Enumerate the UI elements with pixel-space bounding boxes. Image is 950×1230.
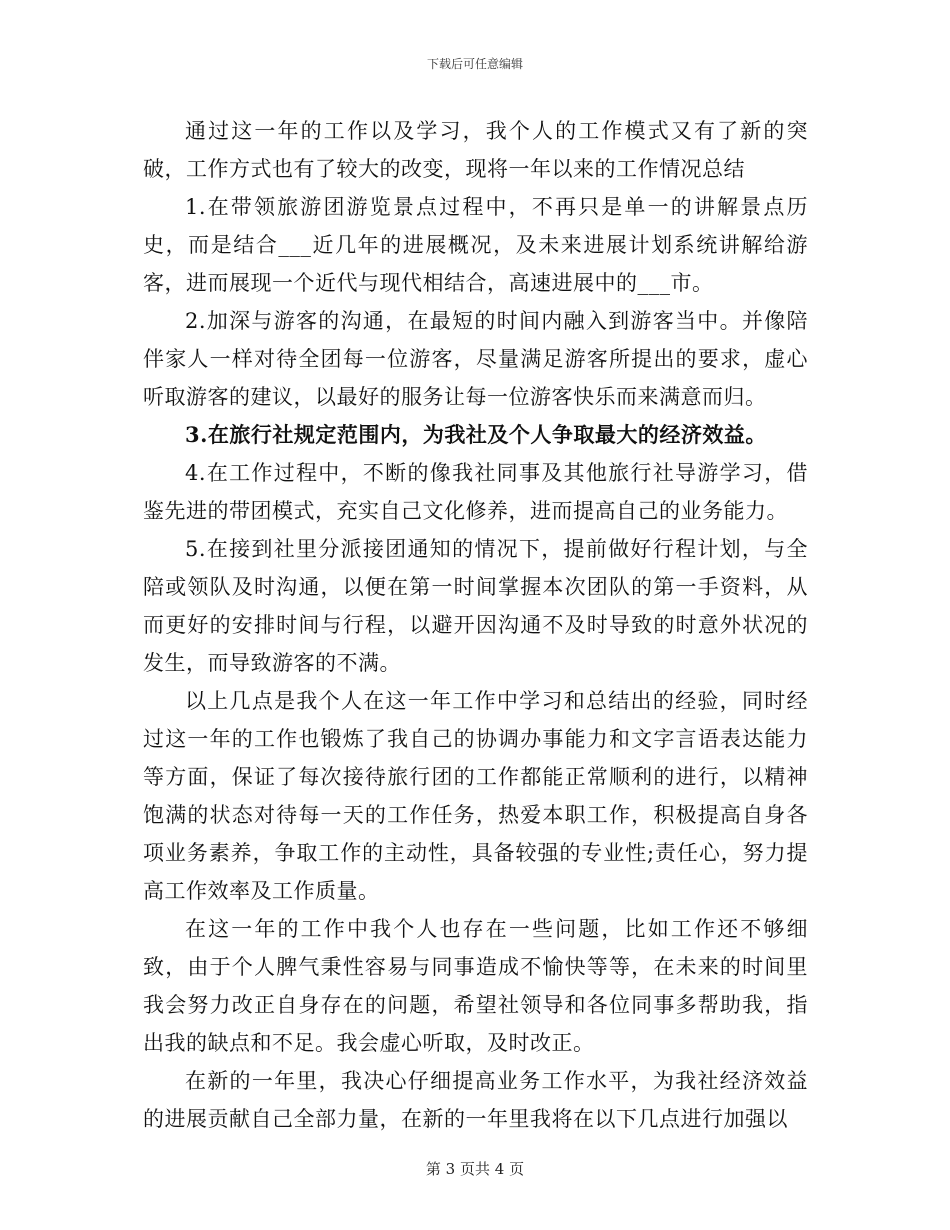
paragraph-item-3: 3.在旅行社规定范围内，为我社及个人争取最大的经济效益。 [185,422,767,447]
paragraph-new-year: 在新的一年里，我决心仔细提高业务工作水平，为我社经济效益的进展贡献自己全部力量，在新的一年里我将在以下几点进行加强以 [143,1069,808,1131]
paragraph-item-2: 2.加深与游客的沟通，在最短的时间内融入到游客当中。并像陪伴家人一样对待全团每一位游客，尽量满足游客所提出的要求，虚心听取游客的建议，以最好的服务让每一位游客快乐而来满意而归。 [143,309,808,409]
paragraph-problems: 在这一年的工作中我个人也存在一些问题，比如工作还不够细致，由于个人脾气秉性容易与同事造成不愉快等等，在未来的时间里我会努力改正自身存在的问题，希望社领导和各位同事多帮助我，指出我的缺点和不足。我会虚心听取，及时改正。 [143,917,808,1055]
paragraph-item-4: 4.在工作过程中，不断的像我社同事及其他旅行社导游学习，借鉴先进的带团模式，充实自己文化修养，进而提高自己的业务能力。 [143,461,808,523]
paragraph-item-1: 1.在带领旅游团游览景点过程中，不再只是单一的讲解景点历史，而是结合___近几年的进展概况，及未来进展计划系统讲解给游客，进而展现一个近代与现代相结合，高速进展中的___市。 [143,195,808,295]
paragraph-intro: 通过这一年的工作以及学习，我个人的工作模式又有了新的突破，工作方式也有了较大的改变，现将一年以来的工作情况总结 [143,119,808,181]
page-header: 下载后可任意编辑 [426,57,523,71]
paragraph-summary: 以上几点是我个人在这一年工作中学习和总结出的经验，同时经过这一年的工作也锻炼了我自己的协调办事能力和文字言语表达能力等方面，保证了每次接待旅行团的工作都能正常顺利的进行，以精神饱满的状态对待每一天的工作任务，热爱本职工作，积极提高自身各项业务素养，争取工作的主动性，具备较强的专业性;责任心，努力提高工作效率及工作质量。 [143,689,808,903]
paragraph-item-5: 5.在接到社里分派接团通知的情况下，提前做好行程计划，与全陪或领队及时沟通，以便在第一时间掌握本次团队的第一手资料，从而更好的安排时间与行程，以避开因沟通不及时导致的时意外状况的发生，而导致游客的不满。 [143,537,808,675]
document-body [143,112,808,1138]
page-footer: 第 3 页共 4 页 [425,1160,525,1178]
